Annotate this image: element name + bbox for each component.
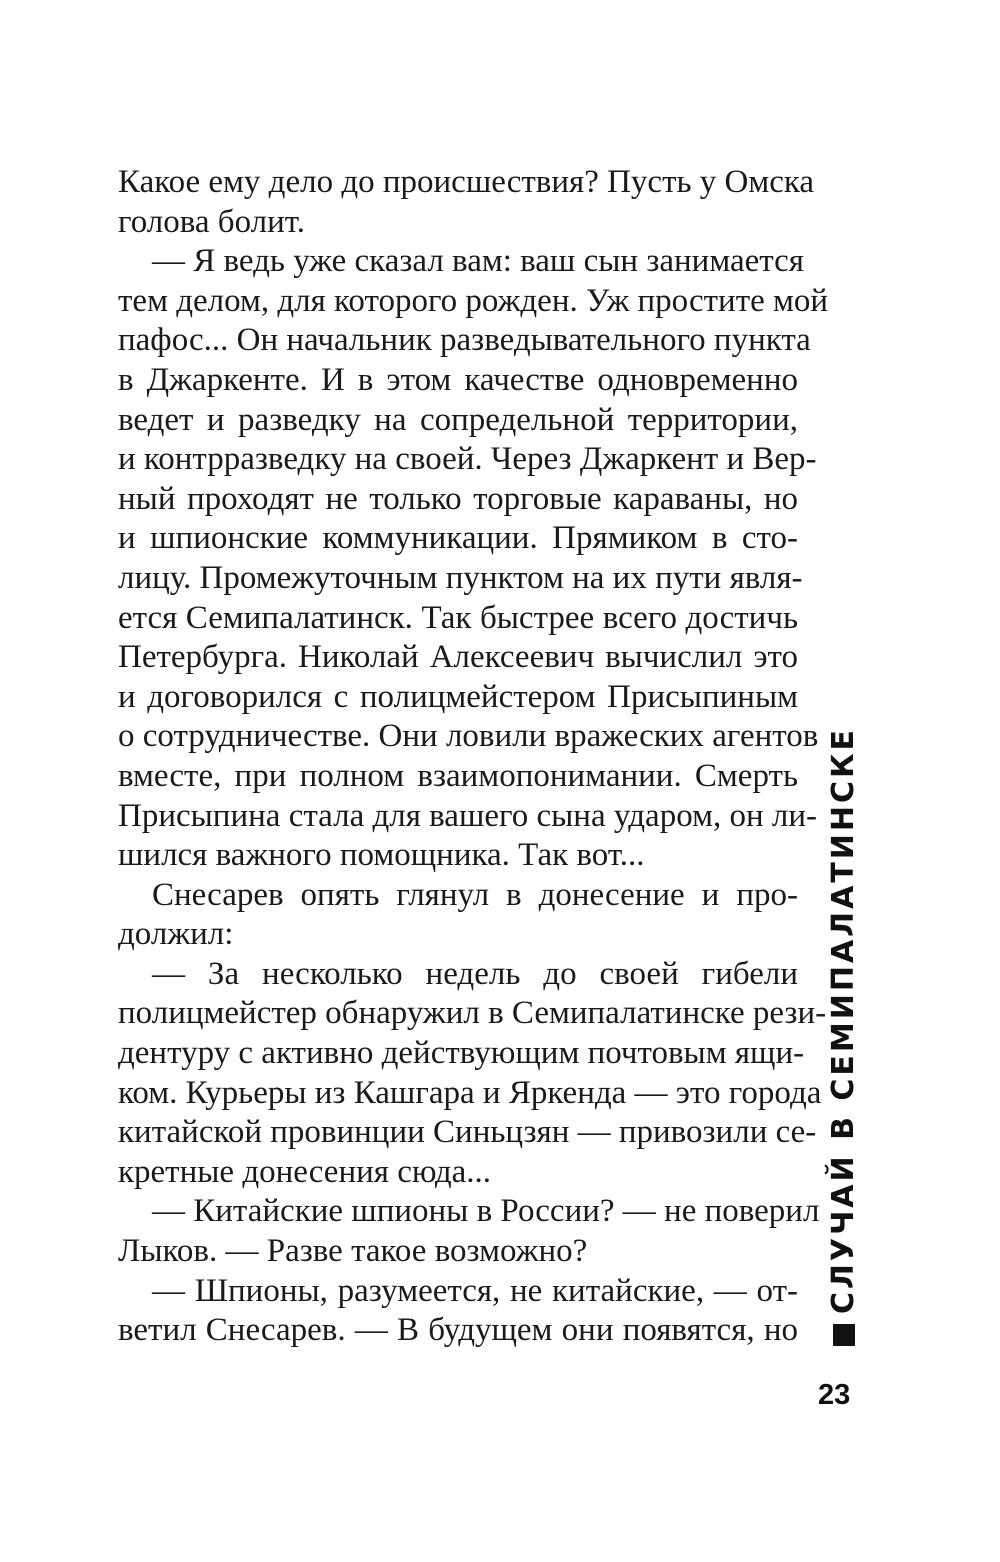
text-line: — За несколько недель до своей гибели	[152, 955, 798, 992]
text-line: тем делом, для которого рожден. Уж простите мой	[118, 282, 829, 319]
text-line: полицмейстер обнаружил в Семипалатинске рези-	[118, 995, 827, 1032]
text-line: лицу. Промежуточным пунктом на их пути явля-	[118, 559, 803, 596]
text-line: дентуру с активно действующим почтовым ящи-	[118, 1035, 805, 1072]
running-title	[826, 727, 861, 1346]
text-line: Снесарев опять глянул в донесение и про-	[152, 876, 798, 913]
text-line: Какое ему дело до происшествия? Пусть у Омска	[118, 164, 815, 200]
text-line: Присыпина стала для вашего сына ударом, он ли-	[118, 797, 817, 834]
running-title-text: СЛУЧАЙ В СЕМИПАЛАТИНСКЕ	[826, 726, 861, 1314]
body-text	[118, 163, 829, 1351]
text-line: и договорился с полицмейстером Присыпиным	[118, 678, 798, 715]
text-line: Петербурга. Николай Алексеевич вычислил это	[118, 639, 798, 676]
text-line: голова болит.	[118, 203, 305, 240]
text-line: ется Семипалатинск. Так быстрее всего достичь	[118, 599, 798, 636]
text-line: — Я ведь уже сказал вам: ваш сын занимается	[152, 243, 804, 280]
text-line: должил:	[118, 916, 234, 953]
text-line: пафос... Он начальник разведывательного пункта	[118, 322, 811, 359]
square-bullet-icon	[833, 1324, 855, 1346]
text-line: ветил Снесарев. — В будущем они появятся, но	[118, 1312, 798, 1349]
text-line: китайской провинции Синьцзян — привозили се-	[118, 1114, 817, 1151]
text-line: о сотрудничестве. Они ловили вражеских агентов	[118, 718, 819, 755]
text-line: в Джаркенте. И в этом качестве одновременно	[118, 361, 798, 398]
text-line: ный проходят не только торговые караваны, но	[118, 480, 798, 517]
text-line: шился важного помощника. Так вот...	[118, 837, 645, 874]
text-line: ком. Курьеры из Кашгара и Яркенда — это города	[118, 1074, 822, 1111]
text-line: и шпионские коммуникации. Прямиком в сто-	[118, 520, 798, 557]
text-line: — Китайские шпионы в России? — не поверил	[152, 1193, 820, 1230]
text-line: — Шпионы, разумеется, не китайские, — от-	[152, 1272, 798, 1309]
page-number: 23	[818, 1379, 851, 1411]
text-line: и контрразведку на своей. Через Джаркент и Вер-	[118, 441, 817, 478]
text-line: вместе, при полном взаимопонимании. Смерть	[118, 757, 798, 794]
text-line: кретные донесения сюда...	[118, 1153, 492, 1190]
text-line: ведет и разведку на сопредельной территории,	[118, 401, 798, 438]
text-line: Лыков. — Разве такое возможно?	[118, 1233, 588, 1270]
